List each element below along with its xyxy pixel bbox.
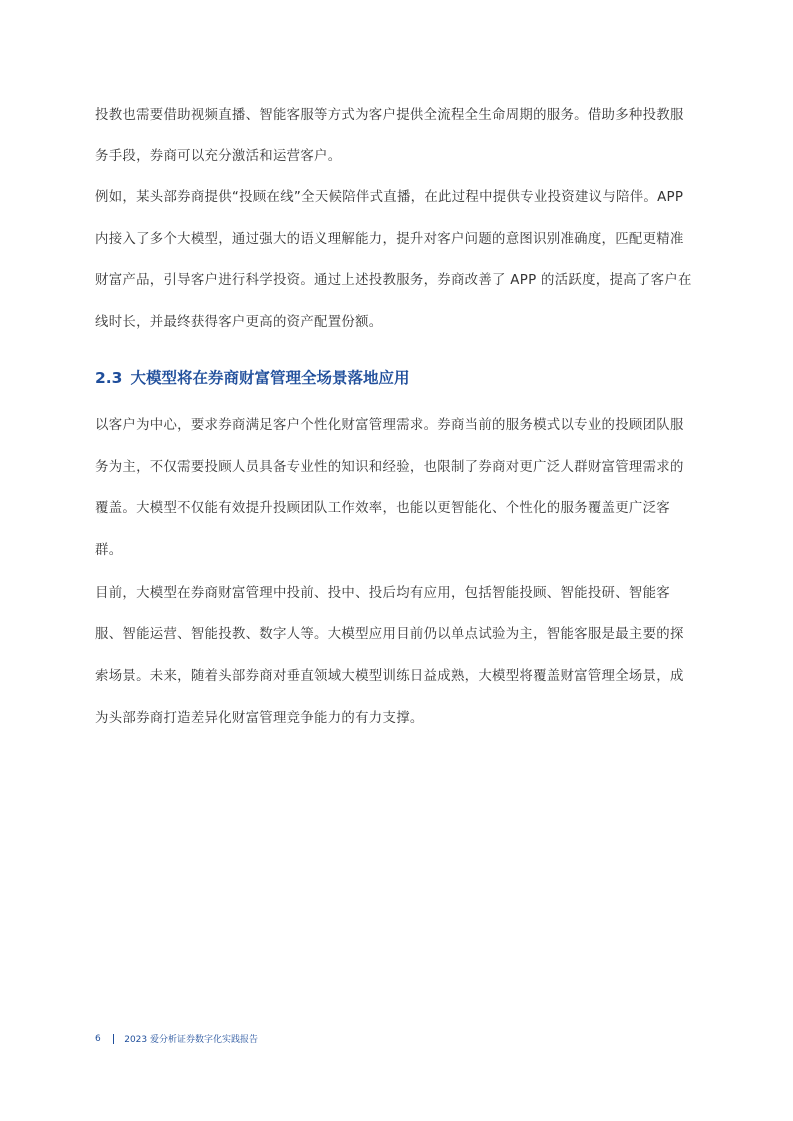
paragraph-line: 例如，某头部券商提供“投顾在线”全天候陪伴式直播，在此过程中提供专业投资建议与陪伴。APP <box>95 190 684 205</box>
paragraph-line: 群。 <box>95 543 123 558</box>
paragraph-line: 务为主，不仅需要投顾人员具备专业性的知识和经验，也限制了券商对更广泛人群财富管理需求的 <box>95 460 684 475</box>
paragraph-line: 覆盖。大模型不仅能有效提升投顾团队工作效率，也能以更智能化、个性化的服务覆盖更广泛客 <box>95 501 671 516</box>
paragraph-line: 务手段，券商可以充分激活和运营客户。 <box>95 149 342 164</box>
footer-divider <box>113 1034 115 1044</box>
paragraph-line: 投教也需要借助视频直播、智能客服等方式为客户提供全流程全生命周期的服务。借助多种投教服 <box>95 108 684 123</box>
paragraph-line: 线时长，并最终获得客户更高的资产配置份额。 <box>95 315 383 330</box>
paragraph-line: 服、智能运营、智能投教、数字人等。大模型应用目前仍以单点试验为主，智能客服是最主要的探 <box>95 627 684 642</box>
paragraph-line: 为头部券商打造差异化财富管理竞争能力的有力支撑。 <box>95 711 424 726</box>
section-number: 2.3 <box>95 369 123 387</box>
report-title: 2023 爱分析证券数字化实践报告 <box>124 1035 259 1045</box>
paragraph-line: 内接入了多个大模型，通过强大的语义理解能力，提升对客户问题的意图识别准确度，匹配更精准 <box>95 232 684 247</box>
page-number: 6 <box>95 1033 101 1044</box>
page-footer <box>95 1032 258 1045</box>
section-heading <box>95 366 409 388</box>
paragraph-line: 目前，大模型在券商财富管理中投前、投中、投后均有应用，包括智能投顾、智能投研、智能客 <box>95 586 671 601</box>
paragraph-line: 财富产品，引导客户进行科学投资。通过上述投教服务，券商改善了 APP 的活跃度，提高了客户在 <box>95 273 692 288</box>
paragraph-line: 索场景。未来，随着头部券商对垂直领域大模型训练日益成熟，大模型将覆盖财富管理全场景，成 <box>95 669 684 684</box>
section-title: 大模型将在券商财富管理全场景落地应用 <box>130 369 410 387</box>
paragraph-line: 以客户为中心，要求券商满足客户个性化财富管理需求。券商当前的服务模式以专业的投顾团队服 <box>95 418 684 433</box>
